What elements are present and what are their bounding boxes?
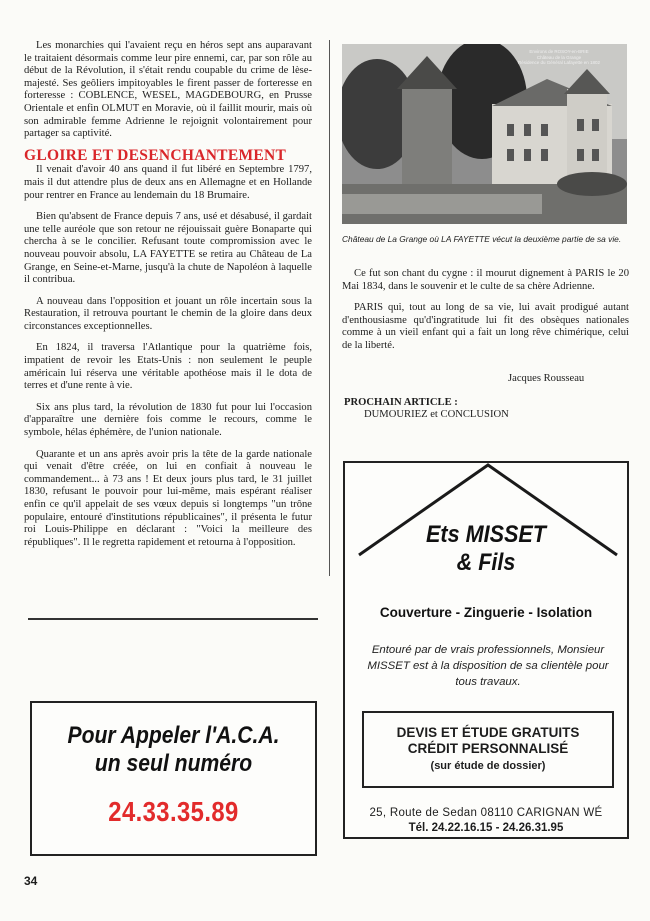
article-paragraph: Six ans plus tard, la révolution de 1830 fut pour lui l'occasion d'apparaître une dernière fois comme le recours, comme le symbole, hélas éphémère, de l'union nationale. <box>24 401 312 439</box>
company-name-line1: Ets MISSET <box>425 521 547 548</box>
article-left-column <box>24 40 312 558</box>
article-paragraph: Quarante et un ans après avoir pris la tête de la garde nationale qui venait d'être créée, on lui en confiait à nouveau le commandement... à 73 ans ! Et deux jours plus tard, le 31 juillet 1830, refusant le pouvoir pour lui-même, mais espérant réaliser enfin ce qu'il appelait de ses vœux depuis si longtemps "un trône populaire, entouré d'institutions républicaines", il présenta le futur roi Louis-Philippe en déclarant : "Voici la meilleure des républiques". Il le regretta rapidement et retourna à l'opposition. <box>24 448 312 548</box>
offer-box <box>362 711 614 788</box>
aca-phone-number: 24.33.35.89 <box>108 796 239 827</box>
company-trades: Couverture - Zinguerie - Isolation <box>379 605 593 620</box>
company-name <box>359 521 613 577</box>
company-phones: Tél. 24.22.16.15 - 24.26.31.95 <box>408 822 564 834</box>
aca-advertisement <box>30 701 317 856</box>
article-paragraph: Bien qu'absent de France depuis 7 ans, usé et désabusé, il gardait une telle auréole que son retour ne réjouissait guère Bonaparte qui chercha à se le concilier. Refusant toute compromission avec le nouveau pouvoir absolu, LA FAYETTE se retira au Château de La Grange, en Seine-et-Marne, jusqu'à la chute de Napoléon à laquelle il contribua. <box>24 211 312 286</box>
photo-caption: Château de La Grange où LA FAYETTE vécut la deuxième partie de sa vie. <box>342 234 622 244</box>
column-divider <box>329 40 330 576</box>
article-paragraph: Il venait d'avoir 40 ans quand il fut libéré en Septembre 1797, mais il dut attendre plus de deux ans en Allemagne et en Hollande pour rentrer en France au lendemain du 18 Brumaire. <box>24 164 312 201</box>
aca-headline: Pour Appeler l'A.C.A. <box>67 722 280 749</box>
company-tagline: Entouré par de vrais professionnels, Monsieur MISSET est à la disposition de sa clientèle pour tous travaux. <box>367 644 609 688</box>
next-article-label: PROCHAIN ARTICLE : <box>344 397 458 408</box>
misset-advertisement <box>343 461 629 839</box>
next-article-title: DUMOURIEZ et CONCLUSION <box>364 409 509 420</box>
company-address: 25, Route de Sedan 08110 CARIGNAN WÉ <box>369 807 603 819</box>
aca-subheadline: un seul numéro <box>94 750 253 777</box>
offer-line: CRÉDIT PERSONNALISÉ <box>407 741 569 756</box>
offer-line: DEVIS ET ÉTUDE GRATUITS <box>396 725 580 740</box>
chateau-photo <box>342 44 627 224</box>
offer-line: (sur étude de dossier) <box>430 760 546 772</box>
article-paragraph: A nouveau dans l'opposition et jouant un rôle incertain sous la Restauration, il retrouva pourtant le chemin de la gloire dans deux circonstances exceptionnelles. <box>24 295 312 332</box>
article-paragraph: En 1824, il traversa l'Atlantique pour la quatrième fois, impatient de revoir les Etats-Unis : non seulement le peuple américain lui réserva une véritable apothéose mais il le dota de terres et d'une rente à vie. <box>24 342 312 392</box>
article-paragraph: PARIS qui, tout au long de sa vie, lui avait prodigué autant d'enthousiasme qu'd'ingratitude lui fit des obsèques nationales comme à un vieil enfant qui a fait un long rêve chimérique, celui de la liberté. <box>342 302 629 351</box>
author-signature: Jacques Rousseau <box>508 373 585 384</box>
page-number: 34 <box>24 874 38 888</box>
article-paragraph: Ce fut son chant du cygne : il mourut dignement à PARIS le 20 Mai 1834, dans le souvenir et le culte de sa chère Adrienne. <box>342 268 629 292</box>
company-name-line2: & Fils <box>456 549 516 576</box>
photo-overlay-caption: Environs de ROSOY-en-BRIE Château de la Grange Résidence du Général Lafayette en 1802 <box>517 49 601 65</box>
article-intro: Les monarchies qui l'avaient reçu en héros sept ans auparavant le traitaient désormais comme leur pire ennemi, car, par son rôle au début de la Révolution, il s'était rendu coupable du crime de lèse-majesté. Ses geôliers impitoyables le firent passer de forteresse en forteresse : COBLENCE, WESEL, MAGDEBOURG, en Prusse Orientale et enfin OLMUT en Moravie, où il faillit mourir, mais où son admirable femme Adrienne le rejoignit volontairement pour partager sa captivité. <box>24 40 312 140</box>
article-right-column <box>342 268 629 362</box>
horizontal-rule <box>28 618 318 620</box>
section-heading: GLOIRE ET DESENCHANTEMENT <box>24 146 287 164</box>
